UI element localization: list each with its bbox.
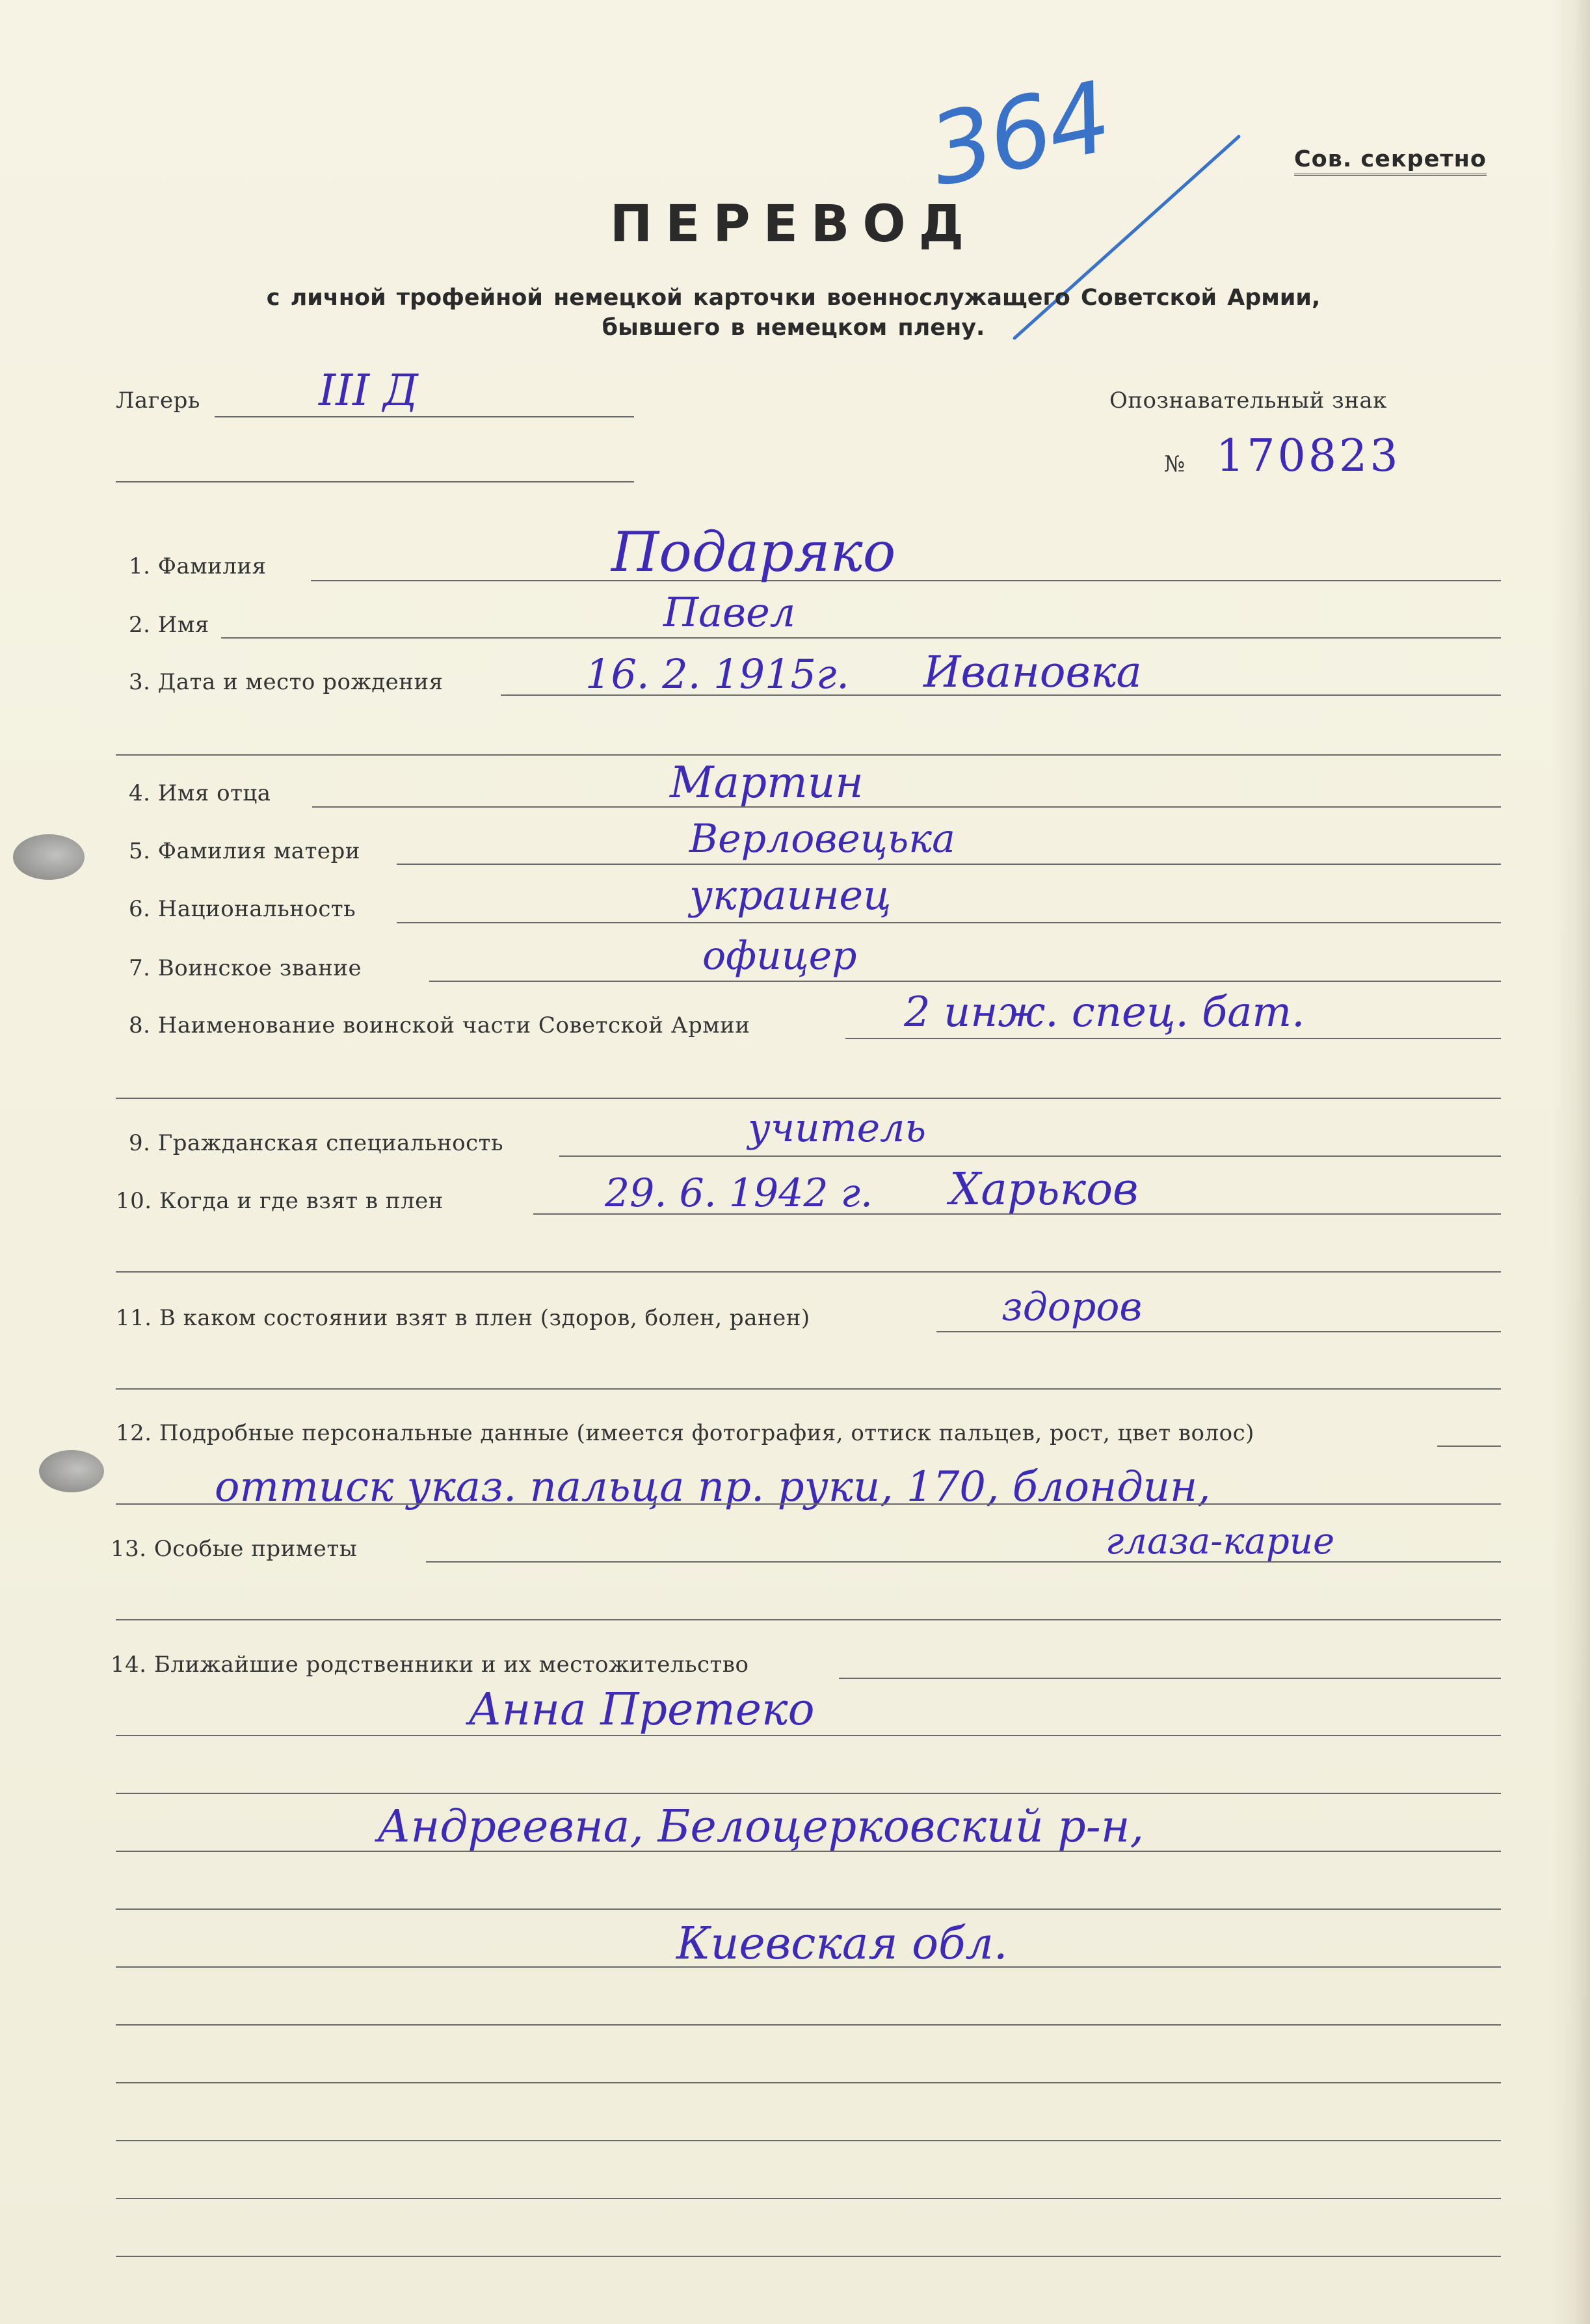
- birth-label: 3. Дата и место рождения: [129, 669, 444, 695]
- mother-surname-value: Верловецька: [689, 816, 955, 862]
- capture-label: 10. Когда и где взят в плен: [116, 1188, 444, 1214]
- first-name-line: [221, 637, 1501, 639]
- father-name-value: Мартин: [670, 758, 864, 808]
- relatives-line-4: [116, 1851, 1501, 1852]
- rank-line: [429, 981, 1501, 982]
- personal-data-label: 12. Подробные персональные данные (имеется фотография, оттиск пальцев, рост, цвет волос): [116, 1420, 1254, 1446]
- special-marks-line-2: [116, 1619, 1501, 1620]
- birth-date-value: 16. 2. 1915г.: [585, 650, 849, 698]
- relatives-line-6: [116, 1966, 1501, 1968]
- nationality-label: 6. Национальность: [129, 896, 356, 922]
- relatives-line-2: [116, 1735, 1501, 1736]
- camp-line: [215, 416, 634, 417]
- civil-profession-label: 9. Гражданская специальность: [129, 1130, 503, 1156]
- relatives-line-3: [116, 1793, 1501, 1794]
- unit-line-2: [116, 1098, 1501, 1099]
- nationality-value: украинец: [689, 871, 892, 919]
- archive-number-pencil: 364: [920, 60, 1119, 209]
- surname-line: [311, 580, 1501, 581]
- condition-line-2: [116, 1388, 1501, 1390]
- relatives-line-8: [116, 2082, 1501, 2083]
- document-subtitle: [163, 283, 1424, 343]
- civil-profession-value: учитель: [748, 1105, 927, 1151]
- punch-hole-lower: [39, 1450, 104, 1492]
- rank-value: офицер: [702, 933, 857, 979]
- father-name-line: [312, 806, 1501, 808]
- special-marks-value: глаза-карие: [1106, 1520, 1335, 1563]
- subtitle-line-2: бывшего в немецком плену.: [602, 315, 985, 341]
- id-tag-label: Опознавательный знак: [1109, 388, 1387, 414]
- mother-surname-line: [397, 864, 1501, 865]
- document-title: ПЕРЕВОД: [609, 195, 977, 254]
- relatives-value-line-1: Анна Претеко: [468, 1684, 815, 1736]
- relatives-line-11: [116, 2256, 1501, 2257]
- capture-place-value: Харьков: [949, 1164, 1139, 1215]
- civil-profession-line: [559, 1155, 1501, 1157]
- camp-label: Лагерь: [116, 388, 200, 414]
- condition-value: здоров: [1001, 1284, 1143, 1330]
- condition-label: 11. В каком состоянии взят в плен (здоров, болен, ранен): [116, 1305, 810, 1331]
- rank-label: 7. Воинское звание: [129, 955, 362, 981]
- relatives-value-line-3: Киевская обл.: [676, 1918, 1008, 1970]
- relatives-line-5: [116, 1908, 1501, 1910]
- camp-value: III Д: [319, 365, 418, 416]
- mother-surname-label: 5. Фамилия матери: [129, 838, 360, 864]
- punch-hole-upper: [13, 834, 85, 880]
- unit-label: 8. Наименование воинской части Советской Армии: [129, 1012, 750, 1038]
- surname-value: Подаряко: [611, 520, 896, 584]
- relatives-line-10: [116, 2198, 1501, 2199]
- unit-line: [845, 1038, 1501, 1039]
- capture-line-2: [116, 1271, 1501, 1273]
- relatives-line: [839, 1678, 1501, 1679]
- personal-data-value: оттиск указ. пальца пр. руки, 170, блондин,: [215, 1463, 1211, 1511]
- father-name-label: 4. Имя отца: [129, 780, 271, 806]
- id-tag-number-sign: №: [1164, 451, 1186, 477]
- relatives-value-line-2: Андреевна, Белоцерковский р-н,: [377, 1801, 1145, 1853]
- subtitle-line-1: с личной трофейной немецкой карточки военнослужащего Советской Армии,: [266, 285, 1321, 311]
- capture-date-value: 29. 6. 1942 г.: [605, 1170, 873, 1216]
- relatives-line-9: [116, 2140, 1501, 2141]
- relatives-line-7: [116, 2024, 1501, 2026]
- id-tag-value: 170823: [1216, 430, 1401, 482]
- first-name-value: Павел: [663, 588, 796, 636]
- special-marks-label: 13. Особые приметы: [111, 1536, 358, 1562]
- birth-line-2: [116, 754, 1501, 756]
- camp-line-2: [116, 481, 634, 482]
- classification-label: Сов. секретно: [1294, 146, 1487, 176]
- paper-edge-shadow: [1551, 0, 1590, 2324]
- relatives-label: 14. Ближайшие родственники и их местожительство: [111, 1652, 749, 1678]
- special-marks-line: [426, 1561, 1501, 1563]
- condition-line: [936, 1331, 1501, 1332]
- nationality-line: [397, 922, 1501, 923]
- surname-label: 1. Фамилия: [129, 553, 267, 579]
- unit-value: 2 инж. спец. бат.: [904, 988, 1305, 1037]
- first-name-label: 2. Имя: [129, 612, 209, 638]
- birth-place-value: Ивановка: [923, 647, 1142, 697]
- personal-data-line-2: [116, 1503, 1501, 1505]
- personal-data-line: [1437, 1446, 1501, 1447]
